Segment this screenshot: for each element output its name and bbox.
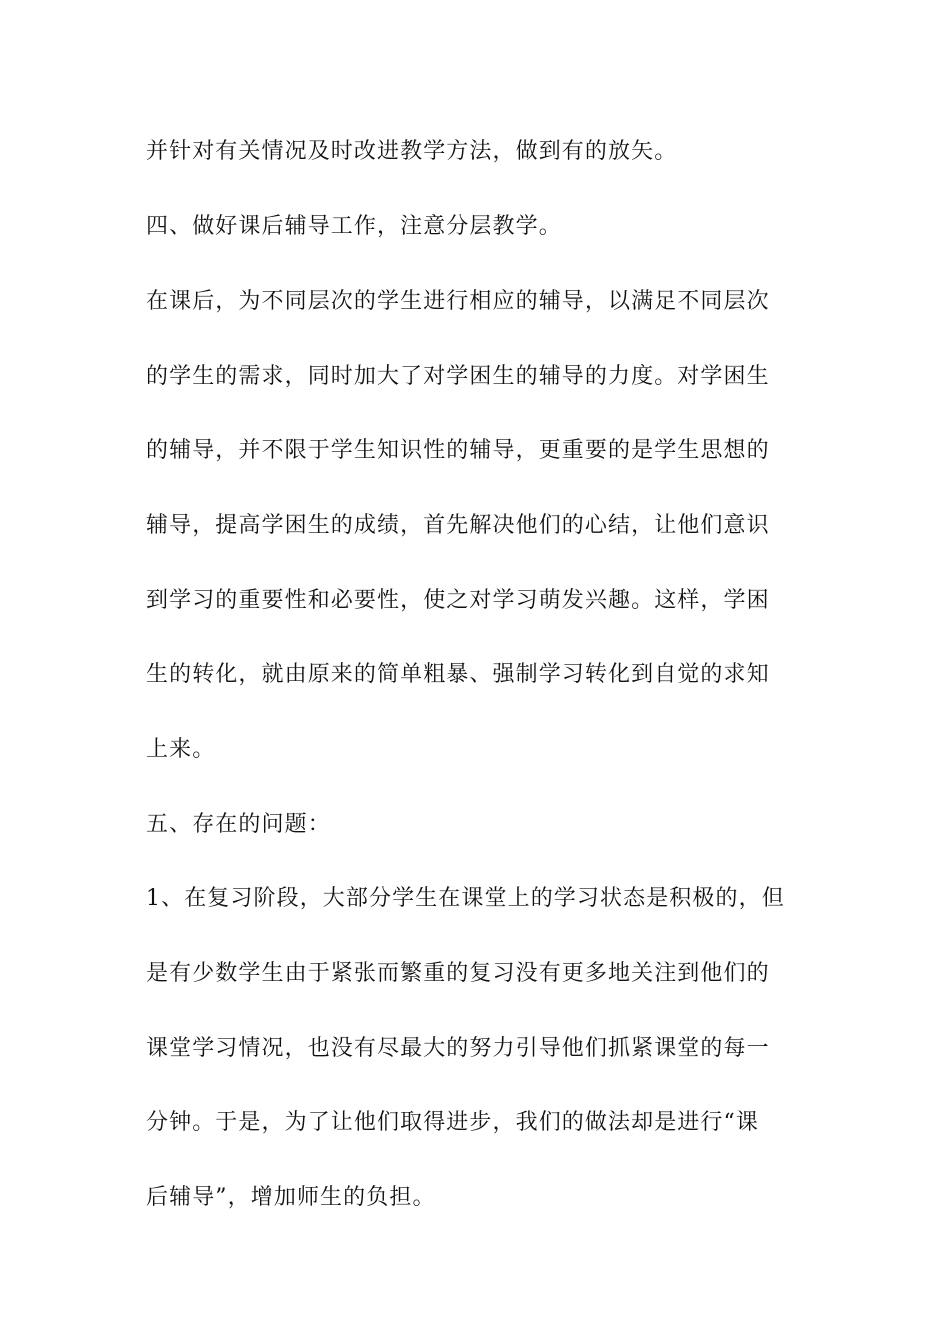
text-line: 分钟。于是，为了让他们取得进步，我们的做法却是进行“课 <box>146 1110 759 1135</box>
text-line: 到学习的重要性和必要性，使之对学习萌发兴趣。这样，学困 <box>146 588 770 613</box>
text-line: 辅导，提高学困生的成绩，首先解决他们的心结，让他们意识 <box>146 513 770 538</box>
section-heading: 五、存在的问题： <box>146 812 331 837</box>
text-line: 生的转化，就由原来的简单粗暴、强制学习转化到自觉的求知 <box>146 662 770 687</box>
text-line: 的学生的需求，同时加大了对学困生的辅导的力度。对学困生 <box>146 364 770 389</box>
text-line: 在课后，为不同层次的学生进行相应的辅导，以满足不同层次 <box>146 289 770 314</box>
text-line: 后辅导”，增加师生的负担。 <box>146 1185 436 1210</box>
text-line: 1、在复习阶段，大部分学生在课堂上的学习状态是积极的，但 <box>146 886 785 911</box>
text-line: 课堂学习情况，也没有尽最大的努力引导他们抓紧课堂的每一 <box>146 1036 770 1061</box>
text-line: 的辅导，并不限于学生知识性的辅导，更重要的是学生思想的 <box>146 438 770 463</box>
text-line: 是有少数学生由于紧张而繁重的复习没有更多地关注到他们的 <box>146 961 770 986</box>
text-line: 并针对有关情况及时改进教学方法，做到有的放矢。 <box>146 139 678 164</box>
text-line: 上来。 <box>146 737 216 762</box>
section-heading: 四、做好课后辅导工作，注意分层教学。 <box>146 214 562 239</box>
